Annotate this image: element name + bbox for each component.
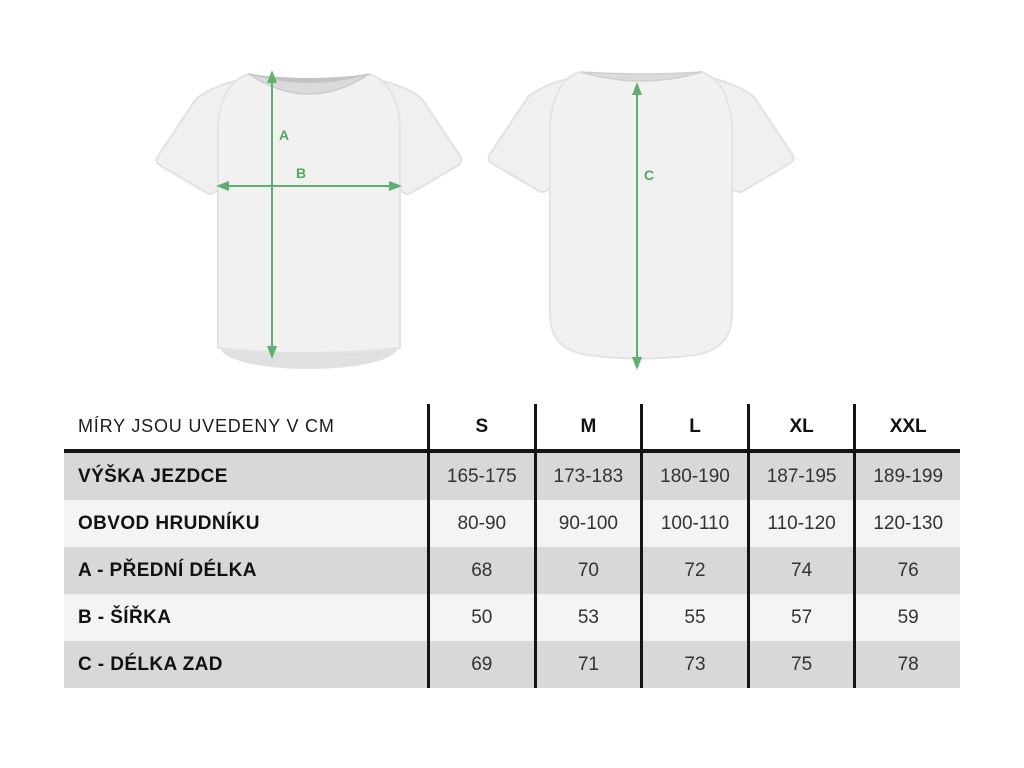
cell-value: 68: [427, 547, 534, 594]
cell-value: 57: [747, 594, 854, 641]
cell-value: 59: [853, 594, 960, 641]
cell-value: 78: [853, 641, 960, 688]
cell-value: 53: [534, 594, 641, 641]
cell-value: 75: [747, 641, 854, 688]
cell-value: 69: [427, 641, 534, 688]
cell-value: 80-90: [427, 500, 534, 547]
cell-value: 173-183: [534, 453, 641, 500]
cell-value: 100-110: [640, 500, 747, 547]
arrow-down-icon: [632, 357, 642, 370]
measure-label-c: C: [644, 167, 655, 183]
size-column-header-m: M: [534, 404, 641, 449]
table-row-back-length: [64, 641, 960, 688]
row-label: VÝŠKA JEZDCE: [78, 465, 228, 487]
cell-value: 120-130: [853, 500, 960, 547]
cell-value: 70: [534, 547, 641, 594]
size-table: [64, 404, 960, 688]
size-column-header-xl: XL: [747, 404, 854, 449]
size-column-header-s: S: [427, 404, 534, 449]
cell-value: 180-190: [640, 453, 747, 500]
back-shirt-body: [550, 72, 732, 359]
size-column-header-l: L: [640, 404, 747, 449]
table-row-front-length: [64, 547, 960, 594]
measure-label-a: A: [279, 127, 290, 143]
front-tshirt-diagram: [150, 62, 468, 372]
back-tshirt-diagram: [482, 62, 800, 372]
cell-value: 90-100: [534, 500, 641, 547]
table-row-chest: [64, 500, 960, 547]
row-label: A - PŘEDNÍ DÉLKA: [78, 559, 257, 581]
cell-value: 189-199: [853, 453, 960, 500]
table-row-rider-height: [64, 453, 960, 500]
cell-value: 110-120: [747, 500, 854, 547]
front-shirt-body: [218, 74, 400, 353]
cell-value: 71: [534, 641, 641, 688]
row-label: C - DÉLKA ZAD: [78, 653, 223, 675]
cell-value: 187-195: [747, 453, 854, 500]
measure-label-b: B: [295, 165, 307, 181]
cell-value: 50: [427, 594, 534, 641]
cell-value: 73: [640, 641, 747, 688]
cell-value: 74: [747, 547, 854, 594]
cell-value: 165-175: [427, 453, 534, 500]
table-header-row: [64, 404, 960, 453]
table-row-width: [64, 594, 960, 641]
units-note: MÍRY JSOU UVEDENY V CM: [78, 416, 335, 436]
cell-value: 72: [640, 547, 747, 594]
size-column-header-xxl: XXL: [853, 404, 960, 449]
row-label: OBVOD HRUDNÍKU: [78, 512, 260, 534]
cell-value: 55: [640, 594, 747, 641]
cell-value: 76: [853, 547, 960, 594]
row-label: B - ŠÍŘKA: [78, 606, 172, 628]
